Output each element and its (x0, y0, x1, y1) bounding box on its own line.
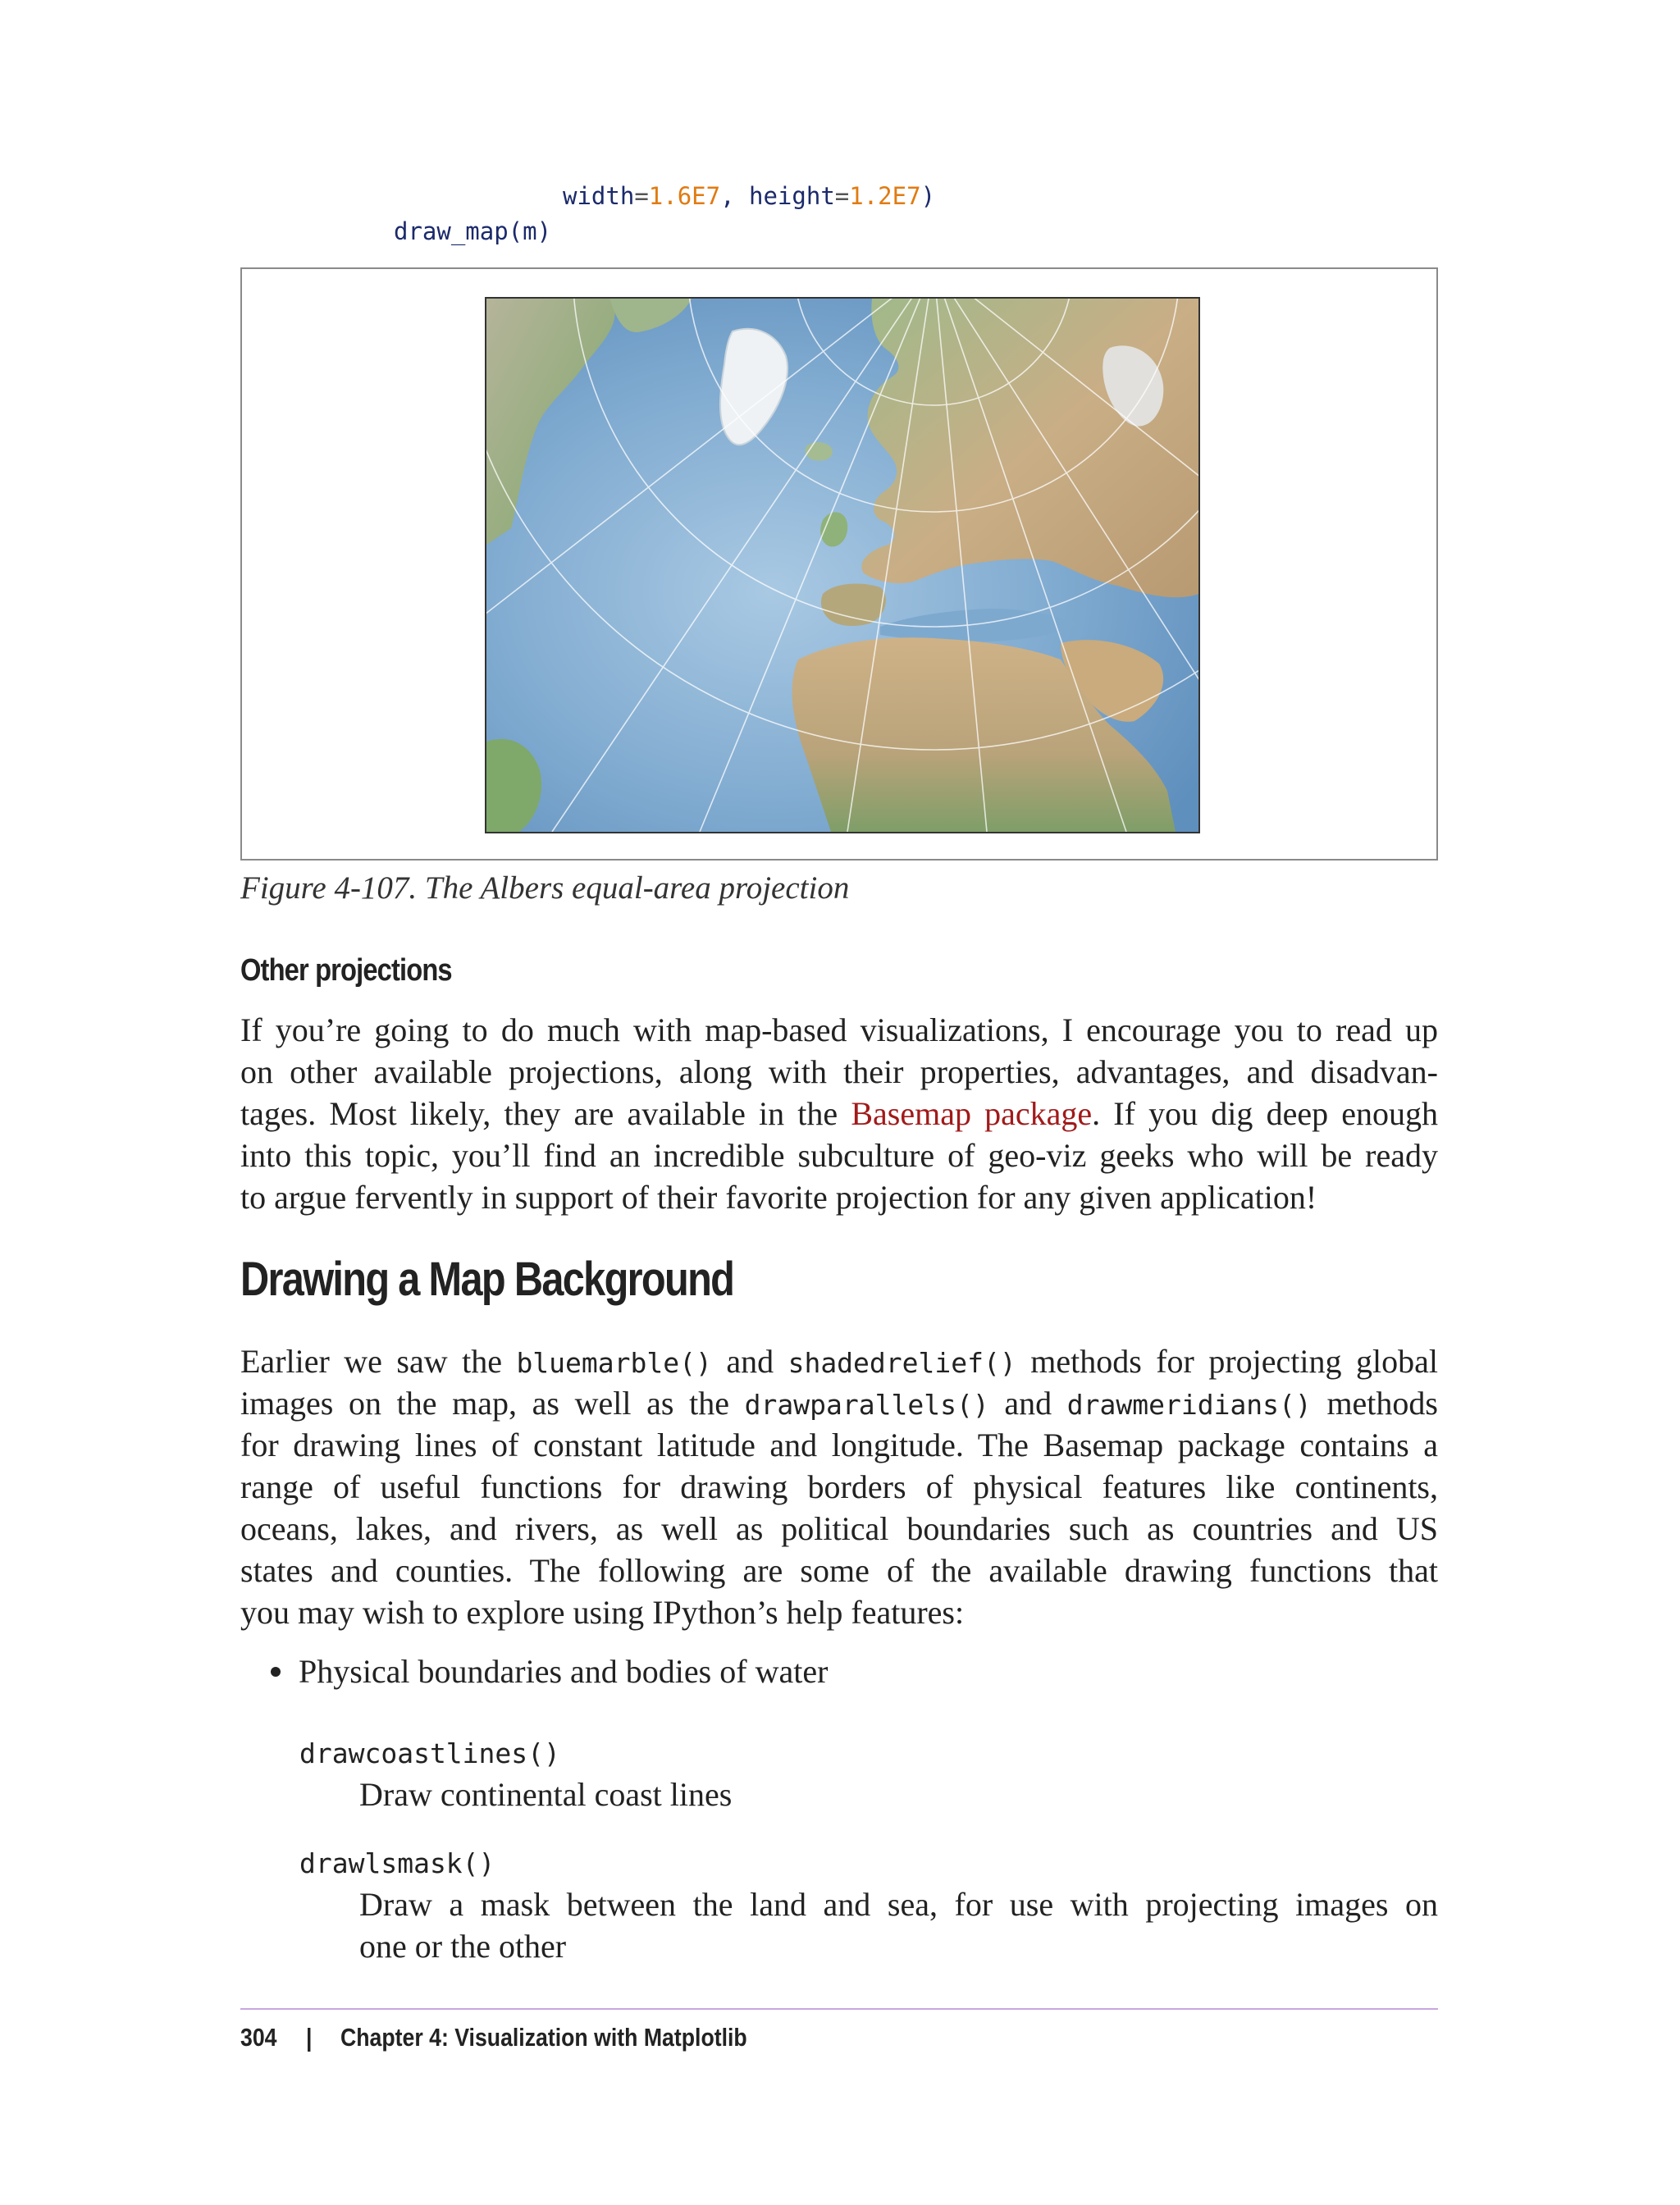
figure-caption: Figure 4-107. The Albers equal-area projection (240, 870, 850, 906)
code-drawparallels: drawparallels() (744, 1389, 989, 1421)
footer-separator: | (306, 2023, 313, 2052)
definition-term: drawcoastlines() (299, 1737, 560, 1769)
text-line: Draw continental coast lines (359, 1776, 733, 1813)
bullet-item: Physical boundaries and bodies of water (271, 1650, 828, 1692)
iberia (821, 583, 886, 626)
map-image (486, 299, 1198, 832)
text-line: images on the map, as well as the drawparallels() and drawmeridians() methods (240, 1385, 1438, 1422)
text-line: to argue fervently in support of their favorite projection for any given application! (240, 1179, 1317, 1216)
text-line: oceans, lakes, and rivers, as well as political boundaries such as countries and US (240, 1510, 1438, 1547)
text-line: range of useful functions for drawing borders of physical features like continents, (240, 1468, 1438, 1505)
albers-projection-map (485, 297, 1200, 833)
text-line: states and counties. The following are some of the available drawing functions that (240, 1552, 1438, 1589)
code-shadedrelief: shadedrelief() (788, 1347, 1016, 1379)
section-heading-drawing-map-background: Drawing a Map Background (240, 1253, 734, 1306)
figure-frame (240, 267, 1438, 861)
text-line: Earlier we saw the bluemarble() and shadedrelief() methods for projecting global (240, 1343, 1438, 1380)
definition-term: drawlsmask() (299, 1847, 495, 1879)
page-number: 304 (240, 2023, 277, 2052)
bullet-dot (271, 1667, 281, 1677)
text-line: one or the other (359, 1928, 567, 1965)
code-bluemarble: bluemarble() (516, 1347, 712, 1379)
footer-rule (240, 2008, 1438, 2010)
text-line: on other available projections, along with their properties, advantages, and disadvan- (240, 1053, 1438, 1090)
text-line: into this topic, you’ll find an incredible subculture of geo-viz geeks who will be ready (240, 1137, 1438, 1174)
section-heading-other-projections: Other projections (240, 953, 452, 988)
footer-chapter-title: Chapter 4: Visualization with Matplotlib (340, 2023, 747, 2052)
code-drawmeridians: drawmeridians() (1066, 1389, 1312, 1421)
text-line: you may wish to explore using IPython’s help features: (240, 1594, 965, 1631)
definition-description (359, 1774, 1438, 1815)
code-line-1: width=1.6E7, height=1.2E7) (563, 182, 936, 210)
eurasia (861, 299, 1198, 597)
paragraph-drawing-map-background (240, 1340, 1438, 1633)
paragraph-other-projections (240, 1009, 1438, 1218)
text-line: If you’re going to do much with map-based visualizations, I encourage you to read up (240, 1011, 1438, 1048)
text-line: tages. Most likely, they are available in the Basemap package. If you dig deep enough (240, 1095, 1439, 1132)
definition-description (359, 1883, 1438, 1967)
code-line-2: draw_map(m) (394, 217, 552, 245)
text-line: for drawing lines of constant latitude and longitude. The Basemap package contains a (240, 1427, 1438, 1463)
text-line: Draw a mask between the land and sea, for use with projecting images on (359, 1886, 1438, 1923)
basemap-package-link[interactable]: Basemap package (851, 1095, 1093, 1132)
